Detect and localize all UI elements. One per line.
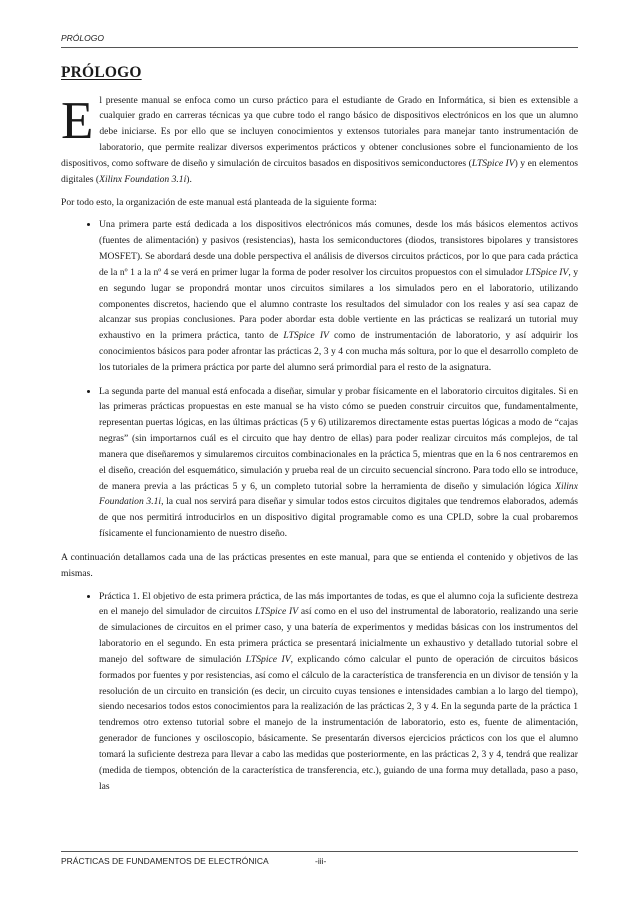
running-header: [61, 33, 578, 48]
part-1-software-2: LTSpice IV: [283, 330, 329, 342]
intro-paragraph: [61, 93, 578, 188]
part-1-software-1: LTSpice IV: [525, 266, 569, 278]
drop-cap: E: [61, 91, 94, 150]
part-2-text-2: , la cual nos servirá para diseñar y simular todos estos circuitos digitales que tendremos elaborados, además de que nos permitirá introducirlos en un dispositivo digital programable como es una CPLD, sobre la cual probaremos físicamente el funcionamiento de nuestro diseño.: [99, 496, 578, 540]
part-2-text-1: La segunda parte del manual está enfocada a diseñar, simular y probar físicamente en el laboratorio circuitos digitales. Si en las primeras prácticas propuestas en este manual se ha visto cómo se pueden construir circuitos que, fundamentalmente, representan puertas lógicas, en las últimas prácticas (5 y 6) utilizaremos directamente estas puertas lógicas a modo de “cajas negras” (sin importarnos cuál es el circuito que hay dentro de ellas) para poder realizar circuitos más complejos, de tal manera que diseñaremos y simularemos circuitos combinacionales en la práctica 5, mientras que en la 6 nos centraremos en el diseño, creación del esquemático, simulación y prueba real de un circuito secuencial síncrono. Para todo ello se introduce, de manera previa a las prácticas 5 y 6, un completo tutorial sobre la herramienta de diseño y simulación lógica: [99, 385, 578, 492]
page-title: PRÓLOGO: [61, 64, 142, 81]
intro-software-ltspice: LTSpice IV: [471, 157, 515, 169]
list-item-part-2: [99, 384, 578, 542]
practices-list: [61, 589, 578, 795]
part-2-software-1: Xilinx Foundation 3.1i: [99, 480, 578, 508]
footer-course-title: PRÁCTICAS DE FUNDAMENTOS DE ELECTRÓNICA: [61, 856, 269, 866]
part-1-text-3: como de instrumentación de laboratorio, y así adquirir los conocimientos básicos para poder afrontar las prácticas 2, 3 y 4 con mucha más soltura, por lo que el desarrollo completo de los tutoriales de la primera práctica por parte del alumno será primordial para el resto de la asignatura.: [99, 330, 578, 373]
running-title: PRÓLOGO: [61, 33, 104, 43]
parts-list: [61, 217, 578, 542]
practice-1-software-2: LTSpice IV: [245, 653, 291, 665]
part-1-text-2: , y en segundo lugar se propondrá montar unos circuitos similares a los simulados pero en el laboratorio, utilizando componentes discretos, haciendo que el alumno contraste los resultados del simulador con los reales y así sea capaz de alcanzar sus propias conclusiones. Para poder abordar esta doble vertiente en las prácticas se realizará un tutorial muy exhaustivo en la primera práctica, tanto de: [99, 266, 578, 342]
practice-1-text-3: , explicando cómo calcular el punto de operación de circuitos básicos formados por fuentes y por resistencias, así como el cálculo de la característica de transferencia en un divisor de tensión y la resolución de un circuito en transición (es decir, un circuito cuyas tensiones e intensidades cambian a lo largo del tiempo), siendo necesarios todos estos conocimientos para la realización de las prácticas 2, 3 y 4. En la segunda parte de la práctica 1 tendremos otro extenso tutorial sobre el manejo de la instrumentación de laboratorio, esto es, fuente de alimentación, generador de funciones y osciloscopio, básicamente. Se presentarán diversos ejercicios prácticos con los que el alumno tomará la suficiente destreza para llevar a cabo las medidas que posteriormente, en las prácticas 2, 3 y 4, tendrá que realizar (medida de tiempos, obtención de la característica de transferencia, etc.), guiando de una forma muy detallada, paso a paso, las: [99, 653, 578, 792]
practice-1-text-1: Práctica 1. El objetivo de esta primera práctica, de las más importantes de todas, es que el alumno coja la suficiente destreza en el manejo del simulador de circuitos: [99, 590, 578, 618]
intro-text-3: ).: [186, 173, 192, 185]
footer-page-number: -iii-: [315, 856, 327, 866]
page-body: [61, 60, 578, 802]
organization-intro: Por todo esto, la organización de este manual está planteada de la siguiente forma:: [61, 196, 377, 208]
detail-intro: A continuación detallamos cada una de las prácticas presentes en este manual, para que se entienda el contenido y objetivos de las mismas.: [61, 551, 578, 579]
page-footer: [61, 851, 578, 866]
part-1-text-1: Una primera parte está dedicada a los dispositivos electrónicos más comunes, desde los más básicos elementos activos (fuentes de alimentación) y pasivos (resistencias), hasta los semiconductores (diodos, transistores bipolares y transistores MOSFET). Se abordará desde una doble perspectiva el análisis de diversos circuitos prácticos, por lo que para cada práctica de la nº 1 a la nº 4 se verá en primer lugar la forma de poder resolver los circuitos propuestos con el simulador: [99, 219, 578, 278]
intro-text-1: l presente manual se enfoca como un curso práctico para el estudiante de Grado en Informática, si bien es extensible a cualquier grado en carreras técnicas ya que cubre todo el rango básico de dispositivos electrónicos en los que un alumno debe iniciarse. Es por ello que se incluyen conocimientos y extensos tutoriales para manejar tanto instrumentación de laboratorio, que permite realizar diversos experimentos prácticos y obtener conclusiones sobre el funcionamiento de los dispositivos, como software de diseño y simulación de circuitos basados en dispositivos semiconductores (: [61, 94, 578, 169]
list-item-practice-1: [99, 589, 578, 795]
intro-text-2: ) y en elementos digitales (: [61, 157, 578, 185]
list-item-part-1: [99, 217, 578, 375]
practice-1-software-1: LTSpice IV: [254, 606, 299, 618]
intro-software-xilinx: Xilinx Foundation 3.1i: [99, 173, 187, 185]
practice-1-text-2: así como en el uso del instrumental de laboratorio, realizando una serie de simulaciones de circuitos en el primer caso, y una batería de experimentos y medidas básicas con los instrumentos del laboratorio en el segundo. En esta primera práctica se presentará inicialmente un exhaustivo y detallado tutorial sobre el manejo del software de simulación: [99, 606, 578, 665]
